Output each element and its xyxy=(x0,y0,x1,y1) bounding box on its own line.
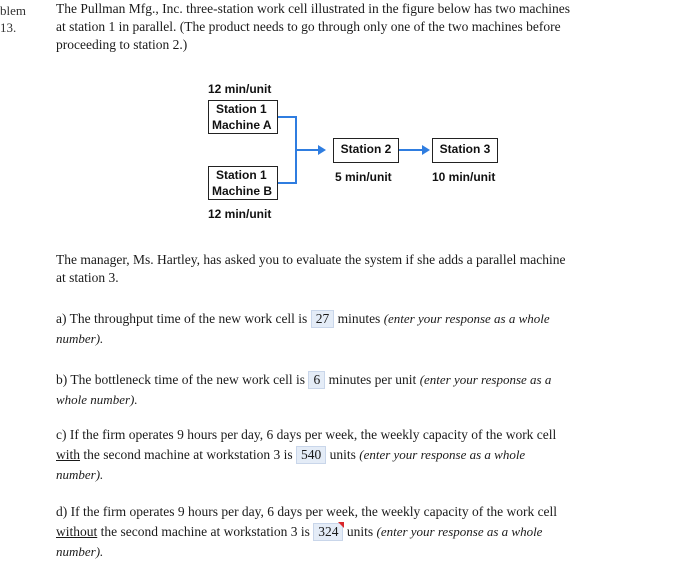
answer-b-input[interactable] xyxy=(308,371,325,389)
machine-a-box xyxy=(208,100,278,134)
question-a-text: a) The throughput time of the new work cell is xyxy=(56,311,308,326)
manager-text xyxy=(56,251,646,287)
question-d xyxy=(56,502,646,562)
question-d-text: the second machine at workstation 3 is xyxy=(100,524,310,539)
answer-a-value: 27 xyxy=(315,311,330,326)
incorrect-flag-icon xyxy=(338,522,344,528)
problem-label xyxy=(0,2,26,36)
question-d-unit: units xyxy=(346,524,374,539)
machine-b-box xyxy=(208,166,278,200)
connector-merge xyxy=(295,116,297,184)
answer-d-value: 324 xyxy=(318,524,339,539)
question-d-without: without xyxy=(56,524,98,539)
station-2-rate: 5 min/unit xyxy=(335,170,392,184)
question-a xyxy=(56,309,646,349)
problem-label-line1: blem xyxy=(0,3,26,18)
answer-d-input[interactable] xyxy=(313,523,343,541)
question-c xyxy=(56,425,646,485)
question-a-hint: (enter your response as a whole xyxy=(383,311,550,326)
manager-line-1: The manager, Ms. Hartley, has asked you to evaluate the system if she adds a parallel machine xyxy=(56,252,566,267)
manager-line-2: at station 3. xyxy=(56,270,119,285)
arrow-to-station3 xyxy=(422,145,430,155)
connector-a xyxy=(278,116,296,118)
problem-number: 13. xyxy=(0,20,17,35)
question-a-unit: minutes xyxy=(337,311,381,326)
machine-a-station-label: Station 1 xyxy=(216,102,267,116)
question-d-line-1: d) If the firm operates 9 hours per day, 6 days per week, the weekly capacity of the work cell xyxy=(56,504,558,519)
question-b-hint: (enter your response as a xyxy=(419,372,552,387)
question-b xyxy=(56,370,646,410)
connector-to-station2 xyxy=(296,149,318,151)
question-b-unit: minutes per unit xyxy=(328,372,417,387)
machine-b-label: Machine B xyxy=(212,184,273,198)
station-3-rate: 10 min/unit xyxy=(432,170,496,184)
problem-intro xyxy=(56,0,636,54)
arrow-to-station2 xyxy=(318,145,326,155)
question-c-hint-cont: number). xyxy=(56,467,104,482)
station-2-label: Station 2 xyxy=(340,142,392,156)
intro-line-2: at station 1 in parallel. (The product needs to go through only one of the two machines before xyxy=(56,19,561,34)
question-d-hint-cont: number). xyxy=(56,544,104,559)
answer-c-input[interactable] xyxy=(296,446,326,464)
question-c-hint: (enter your response as a whole xyxy=(359,447,526,462)
question-c-unit: units xyxy=(329,447,356,462)
question-c-text: the second machine at workstation 3 is xyxy=(83,447,293,462)
intro-line-1: The Pullman Mfg., Inc. three-station work cell illustrated in the figure below has two machines xyxy=(56,1,570,16)
question-a-hint-cont: number). xyxy=(56,331,104,346)
machine-b-station-label: Station 1 xyxy=(216,168,267,182)
answer-c-value: 540 xyxy=(300,447,322,462)
question-c-line-1: c) If the firm operates 9 hours per day, 6 days per week, the weekly capacity of the work cell xyxy=(56,427,557,442)
question-d-hint: (enter your response as a whole xyxy=(376,524,543,539)
intro-line-3: proceeding to station 2.) xyxy=(56,37,188,52)
station-2-box xyxy=(333,138,399,163)
machine-b-rate: 12 min/unit xyxy=(208,207,272,221)
question-b-text: b) The bottleneck time of the new work cell is xyxy=(56,372,306,387)
question-c-with: with xyxy=(56,447,81,462)
station-3-box xyxy=(432,138,498,163)
machine-a-rate: 12 min/unit xyxy=(208,82,272,96)
answer-a-input[interactable] xyxy=(311,310,335,328)
connector-to-station3 xyxy=(399,149,422,151)
question-b-hint-cont: whole number). xyxy=(56,392,138,407)
station-3-label: Station 3 xyxy=(439,142,491,156)
machine-a-label: Machine A xyxy=(212,118,272,132)
answer-b-value: 6 xyxy=(313,372,321,387)
connector-b xyxy=(278,182,296,184)
